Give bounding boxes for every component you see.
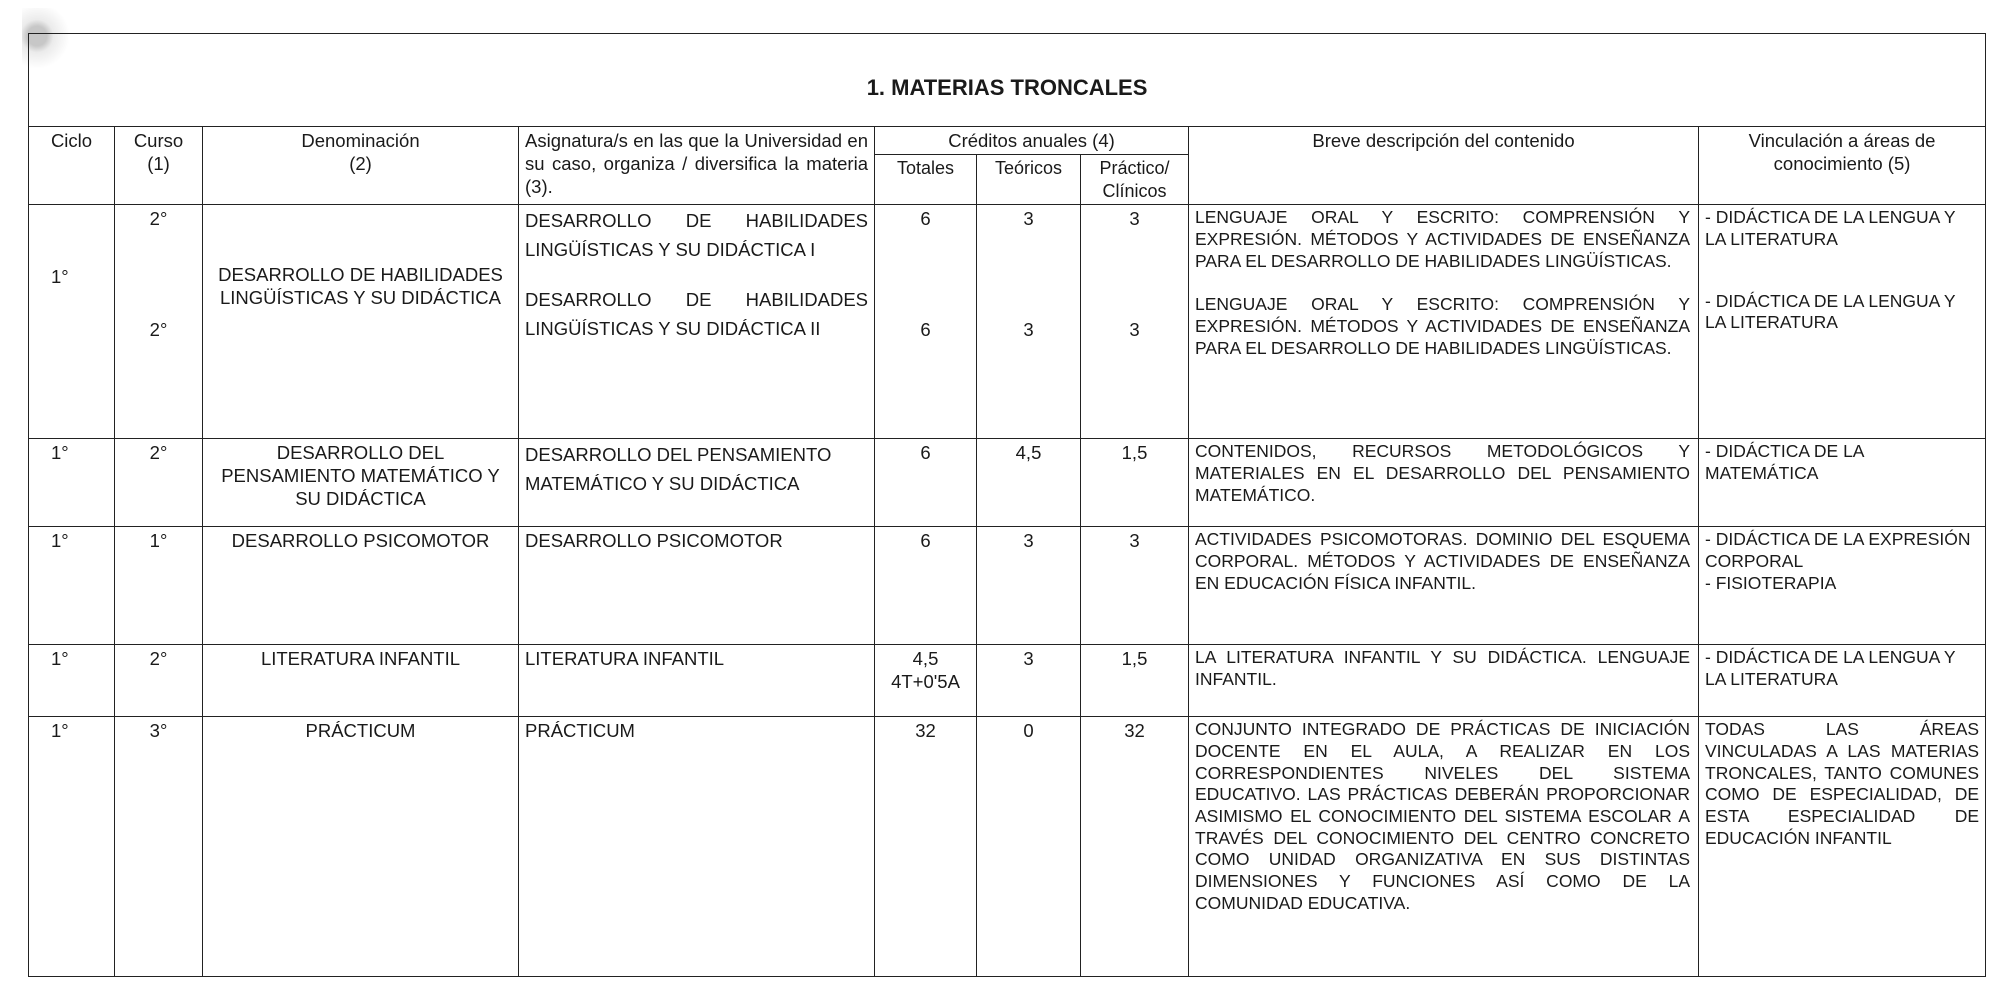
cell-totales: 6 — [875, 439, 977, 527]
cell-ciclo: 1° — [29, 527, 115, 645]
cell-vinculacion: TODAS LAS ÁREAS VINCULADAS A LAS MATERIAS TRONCALES, TANTO COMUNES COMO DE ESPECIALIDAD, DE ESTA ESPECIALIDAD DE EDUCACIÓN INFANTIL — [1699, 717, 1986, 977]
cell-totales: 6 — [875, 527, 977, 645]
header-practicos: Práctico/ Clínicos — [1081, 155, 1189, 205]
cell-asignatura: LITERATURA INFANTIL — [519, 645, 875, 717]
header-curso-label: Curso — [133, 130, 184, 151]
cell-denominacion: LITERATURA INFANTIL — [203, 645, 519, 717]
cell-vinculacion-1: - DIDÁCTICA DE LA EXPRESIÓN CORPORAL — [1705, 529, 1971, 571]
header-descripcion: Breve descripción del contenido — [1189, 127, 1699, 205]
header-denominacion-note: (2) — [349, 153, 372, 175]
cell-descripcion-2: LENGUAJE ORAL Y ESCRITO: COMPRENSIÓN Y EXPRESIÓN. MÉTODOS Y ACTIVIDADES DE ENSEÑANZA PARA EL DESARROLLO DE HABILIDADES LINGÜÍSTICAS. — [1195, 294, 1690, 358]
cell-curso — [115, 205, 203, 439]
table-title: 1. MATERIAS TRONCALES — [29, 34, 1986, 127]
header-denominacion-label: Denominación — [301, 130, 420, 151]
cell-descripcion: CONJUNTO INTEGRADO DE PRÁCTICAS DE INICIACIÓN DOCENTE EN EL AULA, A REALIZAR EN LOS CORRESPONDIENTES NIVELES DEL SISTEMA EDUCATIVO. LAS PRÁCTICAS DEBERÁN PROPORCIONAR ASIMISMO EL CONOCIMIENTO DEL SISTEMA ESCOLAR A TRAVÉS DEL CONOCIMIENTO DEL CENTRO CONCRETO COMO UNIDAD ORGANIZATIVA EN SUS DISTINTAS DIMENSIONES Y FUNCIONES ASÍ COMO DE LA COMUNIDAD EDUCATIVA. — [1189, 717, 1699, 977]
table-row — [29, 645, 1986, 717]
cell-totales — [875, 205, 977, 439]
header-curso — [115, 127, 203, 205]
cell-vinculacion-1: - DIDÁCTICA DE LA LENGUA Y LA LITERATURA — [1705, 207, 1956, 249]
cell-asignatura: PRÁCTICUM — [519, 717, 875, 977]
cell-curso: 2° — [115, 439, 203, 527]
cell-asignatura: DESARROLLO PSICOMOTOR — [519, 527, 875, 645]
header-denominacion — [203, 127, 519, 205]
cell-curso-2: 2° — [149, 319, 168, 341]
cell-teoricos: 0 — [977, 717, 1081, 977]
header-totales: Totales — [875, 155, 977, 205]
cell-denominacion: DESARROLLO DEL PENSAMIENTO MATEMÁTICO Y SU DIDÁCTICA — [203, 439, 519, 527]
cell-practicos: 3 — [1081, 527, 1189, 645]
cell-vinculacion — [1699, 527, 1986, 645]
header-ciclo — [29, 127, 115, 205]
header-curso-note: (1) — [147, 153, 170, 175]
header-creditos: Créditos anuales (4) — [875, 127, 1189, 155]
table-row — [29, 439, 1986, 527]
cell-asignatura — [519, 205, 875, 439]
cell-teoricos — [977, 205, 1081, 439]
cell-teoricos: 4,5 — [977, 439, 1081, 527]
cell-practicos: 1,5 — [1081, 439, 1189, 527]
cell-vinculacion: - DIDÁCTICA DE LA MATEMÁTICA — [1699, 439, 1986, 527]
cell-practicos — [1081, 205, 1189, 439]
cell-teoricos: 3 — [977, 527, 1081, 645]
cell-practicos: 1,5 — [1081, 645, 1189, 717]
cell-ciclo: 1° — [29, 645, 115, 717]
materias-table — [28, 33, 1986, 977]
header-row-1 — [29, 127, 1986, 155]
cell-descripcion: LA LITERATURA INFANTIL Y SU DIDÁCTICA. LENGUAJE INFANTIL. — [1189, 645, 1699, 717]
cell-denominacion: DESARROLLO PSICOMOTOR — [203, 527, 519, 645]
table-row — [29, 717, 1986, 977]
cell-curso: 3° — [115, 717, 203, 977]
cell-denominacion: PRÁCTICUM — [203, 717, 519, 977]
cell-denominacion: DESARROLLO DE HABILIDADES LINGÜÍSTICAS Y SU DIDÁCTICA — [203, 205, 519, 439]
cell-vinculacion — [1699, 205, 1986, 439]
header-vinculacion: Vinculación a áreas de conocimiento (5) — [1699, 127, 1986, 205]
cell-vinculacion-2: - FISIOTERAPIA — [1705, 572, 1837, 593]
cell-vinculacion-2: - DIDÁCTICA DE LA LENGUA Y LA LITERATURA — [1705, 290, 1956, 333]
cell-asignatura: DESARROLLO DEL PENSAMIENTO MATEMÁTICO Y SU DIDÁCTICA — [519, 439, 875, 527]
cell-descripcion: CONTENIDOS, RECURSOS METODOLÓGICOS Y MATERIALES EN EL DESARROLLO DEL PENSAMIENTO MATEMÁTICO. — [1189, 439, 1699, 527]
cell-curso: 1° — [115, 527, 203, 645]
header-asignatura: Asignatura/s en las que la Universidad en su caso, organiza / diversifica la materia (3). — [519, 127, 875, 205]
cell-vinculacion: - DIDÁCTICA DE LA LENGUA Y LA LITERATURA — [1699, 645, 1986, 717]
cell-curso: 2° — [115, 645, 203, 717]
cell-practicos: 32 — [1081, 717, 1189, 977]
cell-totales-note: 4T+0'5A — [891, 671, 960, 693]
header-teoricos: Teóricos — [977, 155, 1081, 205]
cell-totales-2: 6 — [920, 319, 931, 341]
cell-descripcion: ACTIVIDADES PSICOMOTORAS. DOMINIO DEL ESQUEMA CORPORAL. MÉTODOS Y ACTIVIDADES DE ENSEÑANZA EN EDUCACIÓN FÍSICA INFANTIL. — [1189, 527, 1699, 645]
cell-ciclo: 1° — [29, 717, 115, 977]
cell-teoricos: 3 — [977, 645, 1081, 717]
table-row — [29, 527, 1986, 645]
cell-curso-1: 2° — [149, 208, 168, 230]
cell-asignatura-1: DESARROLLO DE HABILIDADES LINGÜÍSTICAS Y SU DIDÁCTICA I — [525, 210, 868, 260]
cell-asignatura-2: DESARROLLO DE HABILIDADES LINGÜÍSTICAS Y SU DIDÁCTICA II — [525, 289, 868, 340]
cell-totales — [875, 645, 977, 717]
cell-practicos-2: 3 — [1129, 319, 1140, 341]
cell-ciclo: 1° — [29, 439, 115, 527]
cell-practicos-1: 3 — [1129, 208, 1140, 230]
cell-totales: 32 — [875, 717, 977, 977]
title-row — [29, 34, 1986, 127]
cell-descripcion — [1189, 205, 1699, 439]
table-row — [29, 205, 1986, 439]
cell-ciclo: 1° — [29, 205, 115, 439]
cell-totales-value: 4,5 — [912, 648, 939, 670]
cell-descripcion-1: LENGUAJE ORAL Y ESCRITO: COMPRENSIÓN Y EXPRESIÓN. MÉTODOS Y ACTIVIDADES DE ENSEÑANZA PARA EL DESARROLLO DE HABILIDADES LINGÜÍSTICAS. — [1195, 207, 1690, 271]
cell-teoricos-1: 3 — [1023, 208, 1034, 230]
header-ciclo-label: Ciclo — [50, 130, 93, 151]
cell-totales-1: 6 — [920, 208, 931, 230]
cell-teoricos-2: 3 — [1023, 319, 1034, 341]
